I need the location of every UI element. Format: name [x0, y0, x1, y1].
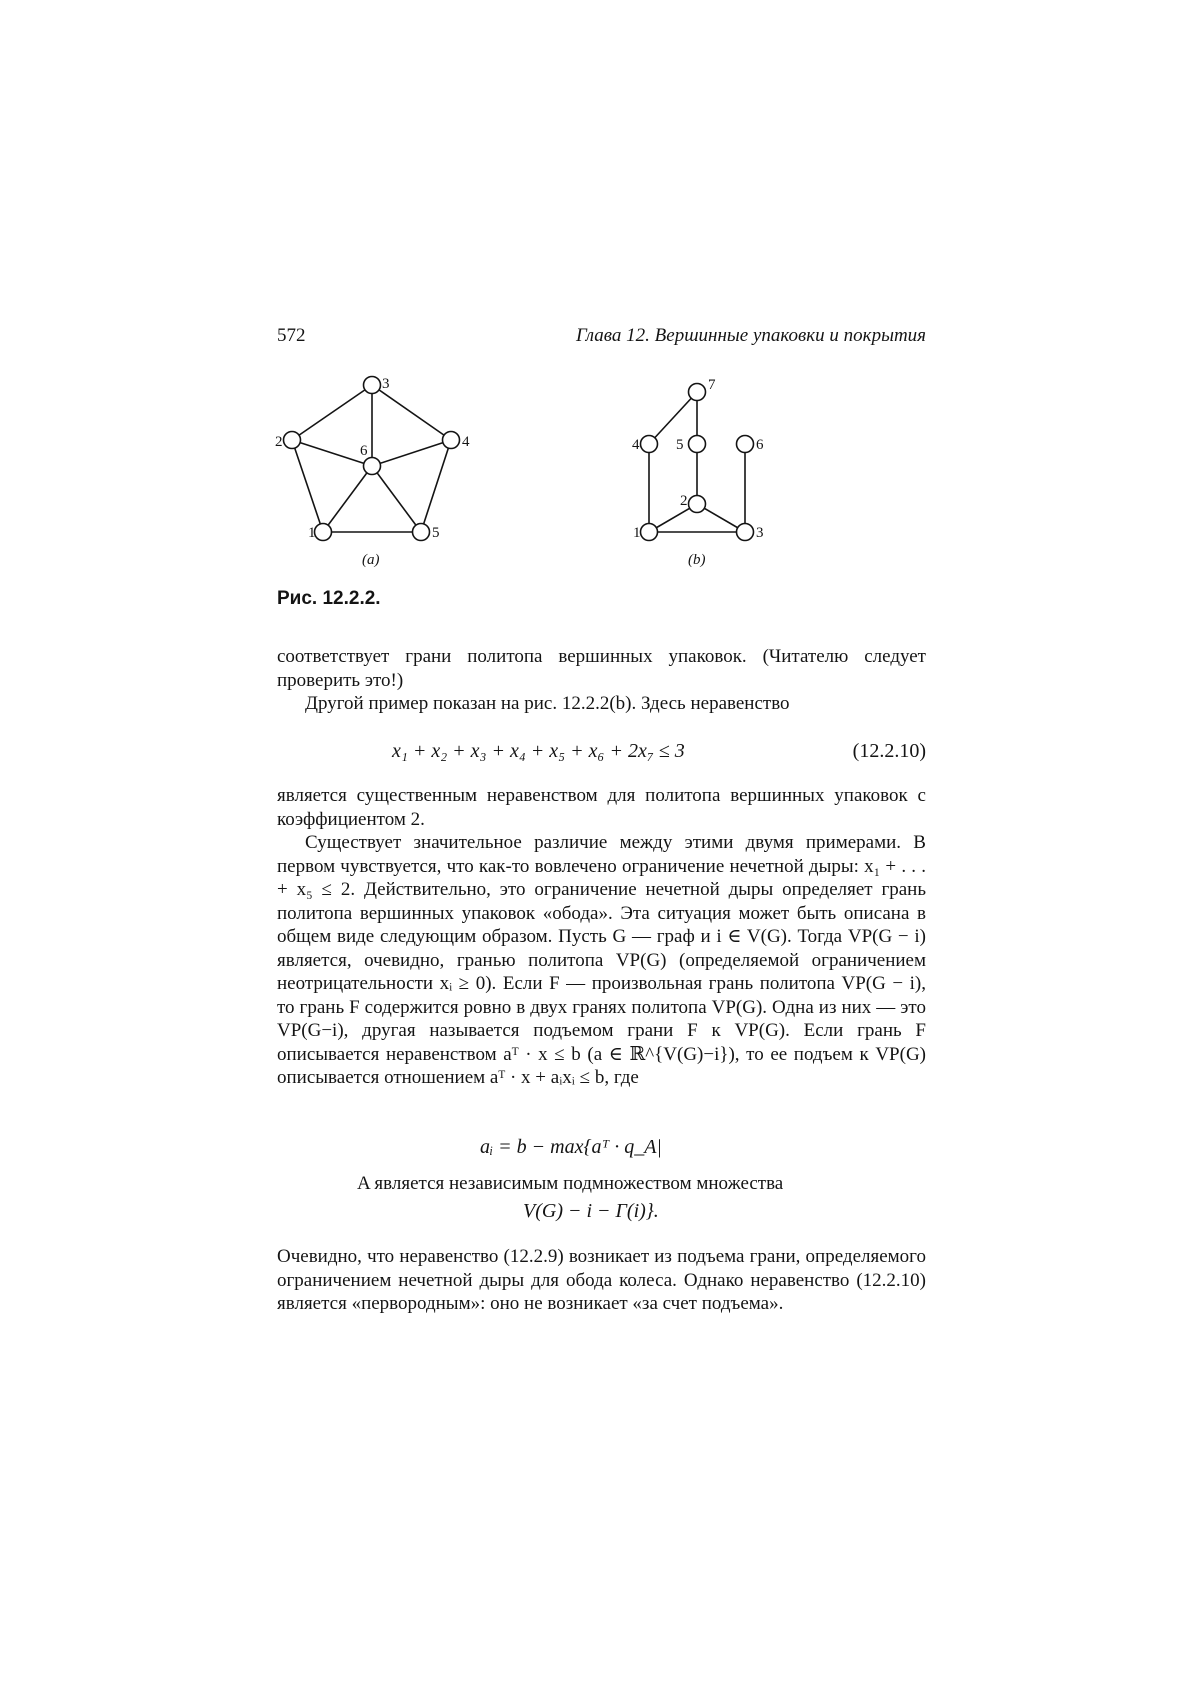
formula-12-2-10-expression: x₁ + x₂ + x₃ + x₄ + x₅ + x₆ + 2x₇ ≤ 3 [392, 740, 685, 762]
graph-a-vertex-5 [413, 524, 430, 541]
independent-subset-line: A является независимым подмножеством множества [357, 1173, 784, 1194]
graph-b-label-3: 3 [756, 525, 764, 541]
graph-b-label-4: 4 [632, 437, 640, 453]
graph-a-vertex-6 [364, 458, 381, 475]
formula-12-2-10-number: (12.2.10) [852, 740, 926, 762]
graph-b-caption: (b) [688, 552, 706, 568]
graph-a-label-1: 1 [308, 525, 316, 541]
paragraph-5: Очевидно, что неравенство (12.2.9) возникает из подъема грани, определяемого ограничением нечетной дыры для обода колеса. Однако неравенство (12.2.10) является «первородным»: оно не возникает «за счет подъема». [277, 1246, 926, 1314]
graph-a-label-4: 4 [462, 434, 470, 450]
running-head: Глава 12. Вершинные упаковки и покрытия [575, 325, 926, 346]
graph-a-vertex-4 [443, 432, 460, 449]
figure-12-2-2 [0, 0, 1190, 600]
figure-caption: Рис. 12.2.2. [277, 588, 381, 609]
graph-a-label-6: 6 [360, 443, 368, 459]
formula-12-2-10 [277, 740, 926, 766]
graph-b-vertex-4 [641, 436, 658, 453]
graph-b-vertex-1 [641, 524, 658, 541]
graph-b-vertex-3 [737, 524, 754, 541]
paragraph-1: соответствует грани политопа вершинных упаковок. (Читателю следует проверить это!) [277, 646, 926, 691]
graph-a-vertex-2 [284, 432, 301, 449]
graph-b-label-6: 6 [756, 437, 764, 453]
graph-a-label-2: 2 [275, 434, 283, 450]
graph-b-label-5: 5 [676, 437, 684, 453]
graph-a-caption: (a) [362, 552, 380, 568]
paragraph-4-block [277, 831, 926, 1090]
graph-a-vertex-1 [315, 524, 332, 541]
paragraph-1-block [277, 645, 926, 716]
paragraph-4: Существует значительное различие между этими двумя примерами. В первом чувствуется, что как-то вовлечено ограничение нечетной дыры: x₁ + . . . + x₅ ≤ 2. Действительно, это ограничение нечетной дыры определяет грань политопа вершинных упаковок «обода». Эта ситуация может быть описана в общем виде следующим образом. Пусть G — граф и i ∈ V(G). Тогда VP(G − i) является, очевидно, гранью политопа VP(G) (определяемой ограничением неотрицательности xᵢ ≥ 0). Если F — произвольная грань политопа VP(G − i), то грань F содержится ровно в двух гранях политопа VP(G). Одна из них — это VP(G−i), другая называется подъемом грани F к VP(G). Если грань F описывается неравенством aᵀ · x ≤ b (a ∈ ℝ^{V(G)−i}), то ее подъем к VP(G) описывается отношением aᵀ · x + aᵢxᵢ ≤ b, где [277, 832, 926, 1088]
page-number: 572 [277, 325, 306, 346]
graph-b-label-1: 1 [633, 525, 641, 541]
paragraph-2: Другой пример показан на рис. 12.2.2(b). Здесь неравенство [305, 693, 790, 714]
graph-b-vertex-2 [689, 496, 706, 513]
graph-b-vertex-6 [737, 436, 754, 453]
graph-b-vertex-5 [689, 436, 706, 453]
graph-a-vertex-3 [364, 377, 381, 394]
graph-b-label-2: 2 [680, 493, 688, 509]
paragraph-3-block [277, 784, 926, 831]
formula-vg: V(G) − i − Γ(i)}. [523, 1200, 659, 1222]
paragraph-3: является существенным неравенством для политопа вершинных упаковок с коэффициентом 2. [277, 785, 926, 830]
graph-a-label-5: 5 [432, 525, 440, 541]
paragraph-5-block [277, 1245, 926, 1316]
formula-ai: aᵢ = b − max{aᵀ · q_A| [480, 1136, 662, 1158]
graph-b-vertex-7 [689, 384, 706, 401]
graph-a-label-3: 3 [382, 376, 390, 392]
graph-b-label-7: 7 [708, 377, 716, 393]
